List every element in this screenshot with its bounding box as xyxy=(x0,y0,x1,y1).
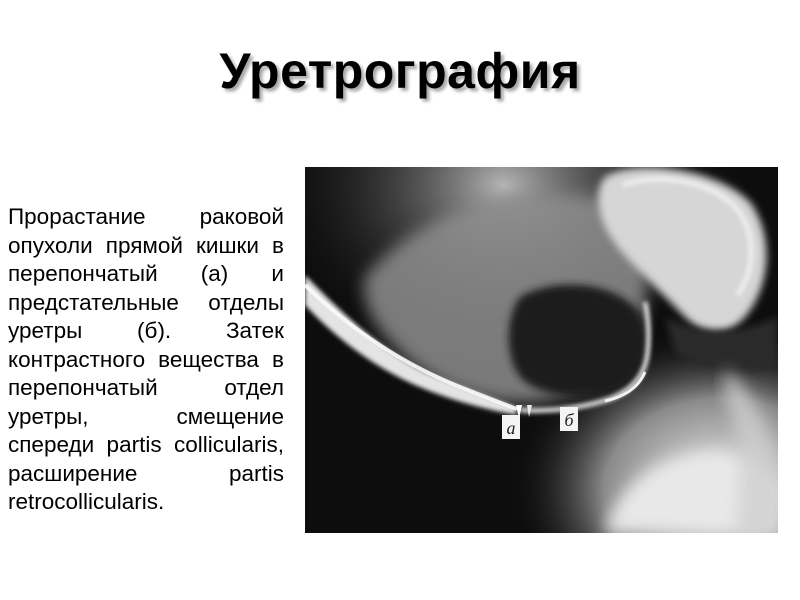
slide-description: Прорастание раковой опухоли прямой кишки в перепончатый (а) и предстательные отделы уретры (б). Затек контрастного вещества в перепончатый отдел уретры, смещение спереди partis collicularis, расширение partis retrocollicularis. xyxy=(8,204,284,514)
urethrography-xray-image xyxy=(305,167,778,533)
xray-label-a: а xyxy=(506,418,516,438)
slide-title: Уретрография xyxy=(219,43,581,99)
xray-label-b: б xyxy=(564,410,574,430)
